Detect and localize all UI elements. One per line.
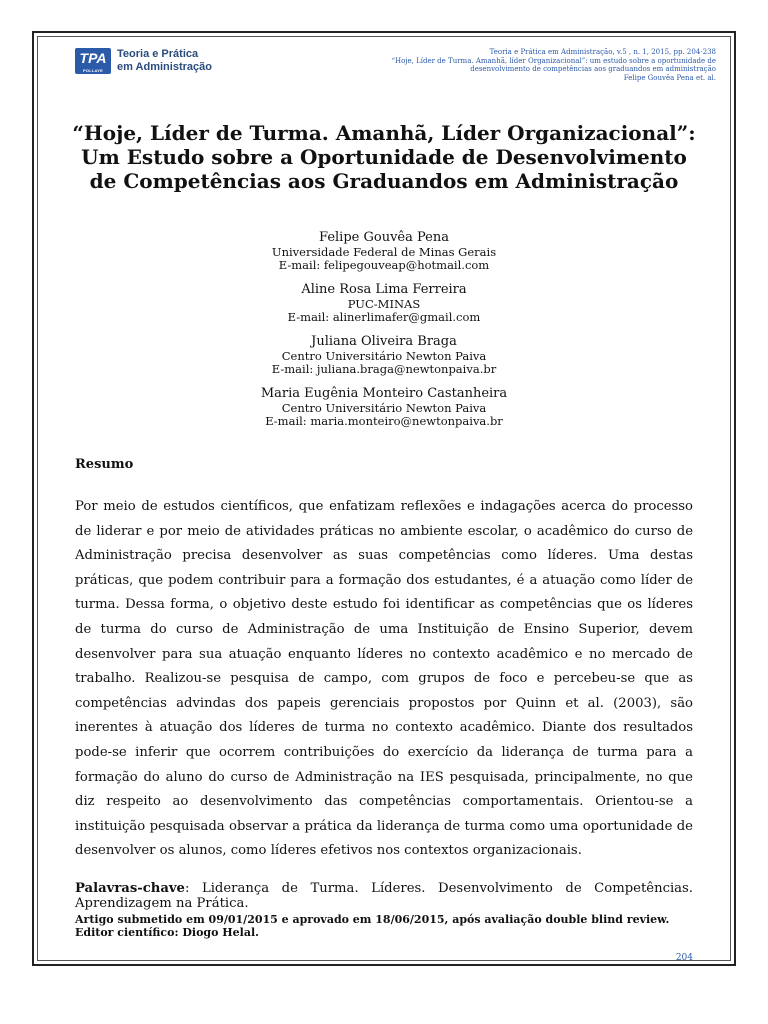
author-institution: Centro Universitário Newton Paiva xyxy=(281,401,487,415)
author-institution: PUC-MINAS xyxy=(347,297,421,311)
keywords-text: : Liderança de Turma. Líderes. Desenvolvimento de Competências. Aprendizagem na Prática. xyxy=(75,881,693,911)
logo-abbrev: TPA xyxy=(79,50,107,66)
keywords xyxy=(75,881,693,911)
journal-logo-mark xyxy=(75,48,111,74)
author-list xyxy=(70,230,698,438)
author-institution: Universidade Federal de Minas Gerais xyxy=(271,245,497,259)
citation-line: “Hoje, Líder de Turma. Amanhã, líder Organizacional”: um estudo sobre a oportunidade de xyxy=(391,56,716,65)
submission-note: Artigo submetido em 09/01/2015 e aprovado em 18/06/2015, após avaliação double blind review. Editor científico: Diogo Helal. xyxy=(75,913,670,939)
author-email: E-mail: juliana.braga@newtonpaiva.br xyxy=(271,362,497,376)
abstract-text: Por meio de estudos científicos, que enfatizam reflexões e indagações acerca do processo de liderar e por meio de atividades práticas no ambiente escolar, o acadêmico do curso de Administração precisa desenvolver as suas competências como líderes. Uma destas práticas, que podem contribuir para a formação dos estudantes, é a atuação como líder de turma. Dessa forma, o objetivo deste estudo foi identificar as competências que os líderes de turma do curso de Administração de uma Instituição de Ensino Superior, devem desenvolver para sua atuação enquanto líderes no contexto acadêmico e no mercado de trabalho. Realizou-se pesquisa de campo, com grupos de foco e percebeu-se que as competências advindas dos papeis gerenciais propostos por Quinn et al. (2003), são inerentes à atuação dos líderes de turma no contexto acadêmico. Diante dos resultados pode-se inferir que ocorrem contribuições do exercício da liderança de turma para a formação do aluno do curso de Administração na IES pesquisada, principalmente, no que diz respeito ao desenvolvimento das competências comportamentais. Orientou-se a instituição pesquisada observar a prática da liderança de turma como uma oportunidade de desenvolver os alunos, como líderes efetivos nos contextos organizacionais. xyxy=(75,499,693,859)
author-block xyxy=(70,334,698,376)
journal-name xyxy=(117,48,212,74)
author-block xyxy=(70,386,698,428)
keywords-label: Palavras-chave xyxy=(75,881,185,896)
author-block xyxy=(70,230,698,272)
running-header xyxy=(356,48,716,82)
journal-name-line2: em Administração xyxy=(117,61,212,73)
author-name: Maria Eugênia Monteiro Castanheira xyxy=(260,386,508,401)
author-block xyxy=(70,282,698,324)
page-number: 204 xyxy=(675,953,693,963)
citation-line: Teoria e Prática em Administração, v.5 , n. 1, 2015, pp. 204-238 xyxy=(489,48,716,56)
author-email: E-mail: maria.monteiro@newtonpaiva.br xyxy=(265,414,503,428)
logo-sub: POLLAYE xyxy=(83,68,103,73)
author-email: E-mail: alinerlimafer@gmail.com xyxy=(287,310,481,324)
paper-title: “Hoje, Líder de Turma. Amanhã, Líder Organizacional”: Um Estudo sobre a Oportunidade de Desenvolvimento de Competências aos Graduandos em Administração xyxy=(72,121,696,193)
author-institution: Centro Universitário Newton Paiva xyxy=(281,349,487,363)
journal-logo xyxy=(75,48,212,74)
author-email: E-mail: felipegouveap@hotmail.com xyxy=(278,258,490,272)
citation-line: Felipe Gouvêa Pena et. al. xyxy=(623,73,716,82)
author-name: Juliana Oliveira Braga xyxy=(311,334,457,349)
author-name: Aline Rosa Lima Ferreira xyxy=(301,282,467,297)
author-name: Felipe Gouvêa Pena xyxy=(319,230,449,245)
citation-line: desenvolvimento de competências aos graduandos em administração xyxy=(470,65,716,73)
journal-name-line1: Teoria e Prática xyxy=(117,48,199,60)
abstract-heading: Resumo xyxy=(75,457,134,472)
